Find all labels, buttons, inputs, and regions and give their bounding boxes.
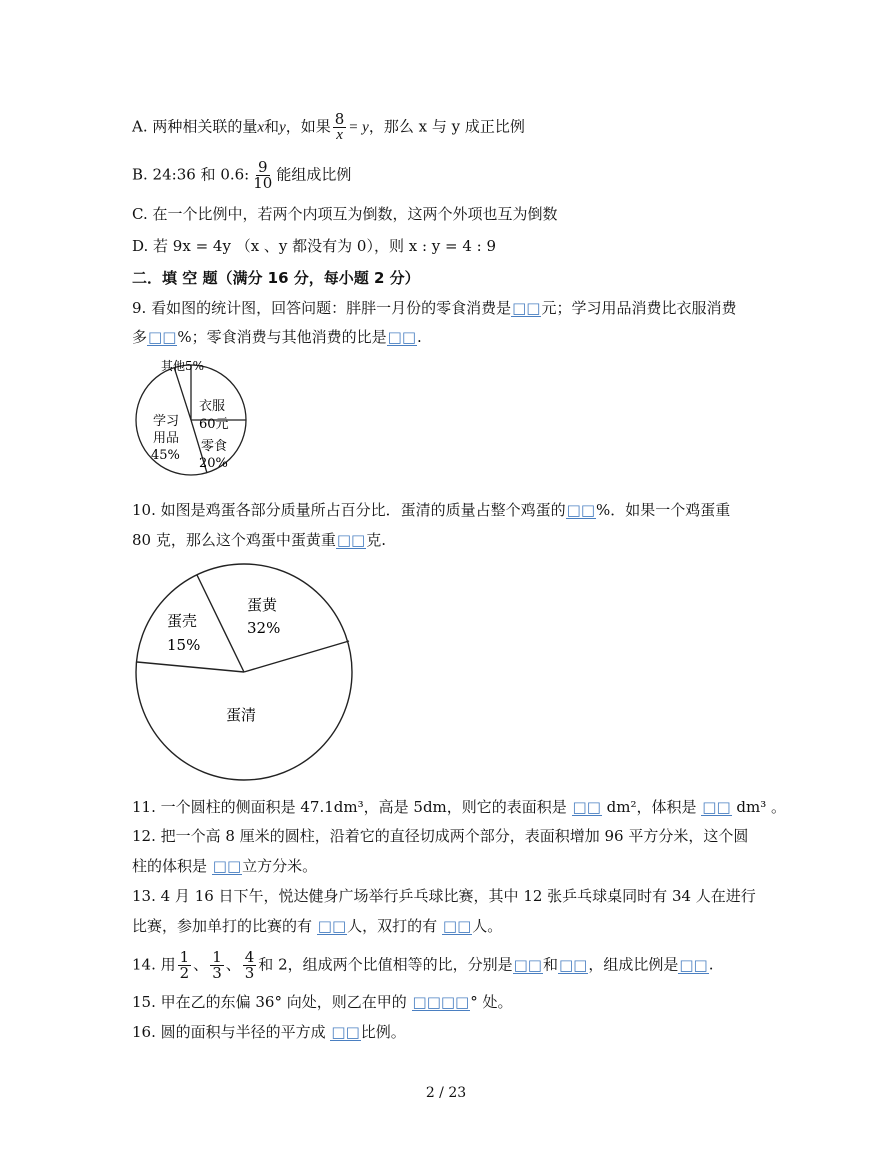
frac-num: 1 xyxy=(179,948,190,966)
answer-blank[interactable]: □□ xyxy=(679,955,708,974)
pie2-divider xyxy=(137,662,244,672)
frac-den: 3 xyxy=(244,964,255,982)
pie2-label-white: 蛋清 xyxy=(226,706,257,724)
pie2-divider xyxy=(197,575,244,672)
q14 xyxy=(132,950,714,981)
option-c: C. 在一个比例中，若两个内项互为倒数，这两个外项也互为倒数 xyxy=(132,205,558,223)
answer-blank[interactable]: □□ xyxy=(148,328,177,346)
q13-text: 人。 xyxy=(472,917,503,935)
q12-line1: 12. 把一个高 8 厘米的圆柱，沿着它的直径切成两个部分，表面积增加 96 平方分米，这个圆 xyxy=(132,827,749,845)
q16-text: 比例。 xyxy=(360,1023,406,1041)
q10-text: 80 克，那么这个鸡蛋中蛋黄重 xyxy=(132,531,336,549)
pie2-label-shell-value: 15% xyxy=(167,636,201,654)
frac-num: 1 xyxy=(212,948,222,966)
answer-blank[interactable]: □□□□ xyxy=(412,993,470,1011)
q13-text: 人，双打的有 xyxy=(347,917,442,935)
q10-line2 xyxy=(132,530,386,550)
answer-blank[interactable]: □□ xyxy=(336,531,366,549)
pie2-label-shell: 蛋壳 xyxy=(167,612,198,630)
q14-sep: 、 xyxy=(225,955,241,974)
q11-text: dm²，体积是 xyxy=(601,798,702,816)
fraction-1-3 xyxy=(210,950,224,981)
option-a-prefix: A. 两种相关联的量 xyxy=(132,117,258,136)
var-x: x xyxy=(257,119,265,136)
page-number: 2 / 23 xyxy=(425,1085,467,1101)
q11-text: dm³ 。 xyxy=(731,798,787,816)
option-b-prefix: B. 24:36 和 0.6: xyxy=(132,165,250,184)
q15-text: 15. 甲在乙的东偏 36° 向处，则乙在甲的 xyxy=(132,993,412,1011)
frac-den: 2 xyxy=(179,964,190,982)
fraction-9-over-10 xyxy=(251,160,274,191)
frac-num: 8 xyxy=(334,110,345,128)
q9-text: . xyxy=(417,328,422,346)
answer-blank[interactable]: □□ xyxy=(212,857,242,875)
option-a-and: 和 xyxy=(264,117,280,136)
q12-line2 xyxy=(132,856,317,876)
pie1-label-snack: 零食 xyxy=(201,439,228,454)
pie1-label-study: 学习 xyxy=(153,414,180,429)
q13-line2 xyxy=(132,916,502,936)
answer-blank[interactable]: □□ xyxy=(566,501,595,519)
q10-text: 克. xyxy=(366,531,386,549)
q11-text: 11. 一个圆柱的侧面积是 47.1dm³，高是 5dm，则它的表面积是 xyxy=(132,798,572,816)
answer-blank[interactable]: □□ xyxy=(559,955,588,974)
q14-sep: 、 xyxy=(193,955,209,974)
option-a-tail: ，那么 x 与 y 成正比例 xyxy=(368,117,525,136)
q14-text: ，组成比例是 xyxy=(588,955,679,974)
q16-text: 16. 圆的面积与半径的平方成 xyxy=(132,1023,331,1041)
answer-blank[interactable]: □□ xyxy=(387,328,416,346)
pie1-label-clothes: 衣服 xyxy=(199,399,226,414)
q14-text: 14. 用 xyxy=(132,955,176,974)
pie2-label-yolk: 蛋黄 xyxy=(247,596,278,614)
egg-pie-chart xyxy=(130,558,360,788)
frac-num: 4 xyxy=(244,948,255,966)
q9-text: 多 xyxy=(132,328,148,346)
answer-blank[interactable]: □□ xyxy=(572,798,601,816)
q13-line1: 13. 4 月 16 日下午，悦达健身广场举行乒乓球比赛，其中 12 张乒乓球桌同时有 34 人在进行 xyxy=(132,887,756,905)
fraction-1-2 xyxy=(178,950,192,981)
pie1-label-snack-value: 20% xyxy=(199,456,228,471)
pie1-label-clothes-value: 60元 xyxy=(199,417,229,432)
q12-text: 柱的体积是 xyxy=(132,857,212,875)
q10-line1 xyxy=(132,500,730,520)
pie2-label-yolk-value: 32% xyxy=(247,619,281,637)
fraction-4-3 xyxy=(243,950,257,981)
frac-den: 10 xyxy=(253,174,273,192)
option-a xyxy=(132,112,525,143)
q15 xyxy=(132,992,513,1012)
q9-text: %；零食消费与其他消费的比是 xyxy=(177,328,387,346)
pie1-label-study: 用品 xyxy=(153,431,180,446)
q9-line1 xyxy=(132,298,736,318)
q9-line2 xyxy=(132,327,422,347)
q13-text: 比赛，参加单打的比赛的有 xyxy=(132,917,317,935)
option-a-if: ，如果 xyxy=(285,117,331,136)
q12-text: 立方分米。 xyxy=(242,857,318,875)
option-a-eq: = y xyxy=(348,119,369,136)
q14-text: 和 2，组成两个比值相等的比，分别是 xyxy=(258,955,513,974)
q9-text: 9. 看如图的统计图，回答问题：胖胖一月份的零食消费是 xyxy=(132,299,512,317)
option-d: D. 若 9x = 4y （x 、y 都没有为 0），则 x : y = 4 : 9 xyxy=(132,237,497,255)
answer-blank[interactable]: □□ xyxy=(317,917,347,935)
answer-blank[interactable]: □□ xyxy=(442,917,472,935)
section-title: 二．填 空 题（满分 16 分，每小题 2 分） xyxy=(132,269,420,287)
option-b-tail: 能组成比例 xyxy=(276,165,352,184)
fraction-8-over-x xyxy=(333,112,347,143)
frac-den: x xyxy=(336,127,343,143)
frac-den: 3 xyxy=(212,964,222,982)
pie2-divider xyxy=(244,641,349,672)
q14-text: 和 xyxy=(542,955,558,974)
q10-text: 10. 如图是鸡蛋各部分质量所占百分比．蛋清的质量占整个鸡蛋的 xyxy=(132,501,566,519)
q11 xyxy=(132,797,786,817)
q15-text: ° 处。 xyxy=(470,993,513,1011)
answer-blank[interactable]: □□ xyxy=(331,1023,360,1041)
pie1-divider xyxy=(174,367,191,420)
q14-text: . xyxy=(708,955,714,974)
spending-pie-chart xyxy=(125,352,260,487)
q10-text: %．如果一个鸡蛋重 xyxy=(596,501,731,519)
option-b xyxy=(132,160,351,191)
frac-num: 9 xyxy=(258,158,268,176)
pie1-label-study-value: 45% xyxy=(151,448,180,463)
pie1-label-other: 其他5% xyxy=(161,359,205,373)
q9-text: 元；学习用品消费比衣服消费 xyxy=(541,299,737,317)
answer-blank[interactable]: □□ xyxy=(513,955,542,974)
q16 xyxy=(132,1022,406,1042)
answer-blank[interactable]: □□ xyxy=(512,299,541,317)
answer-blank[interactable]: □□ xyxy=(702,798,731,816)
var-y: y xyxy=(279,119,286,136)
